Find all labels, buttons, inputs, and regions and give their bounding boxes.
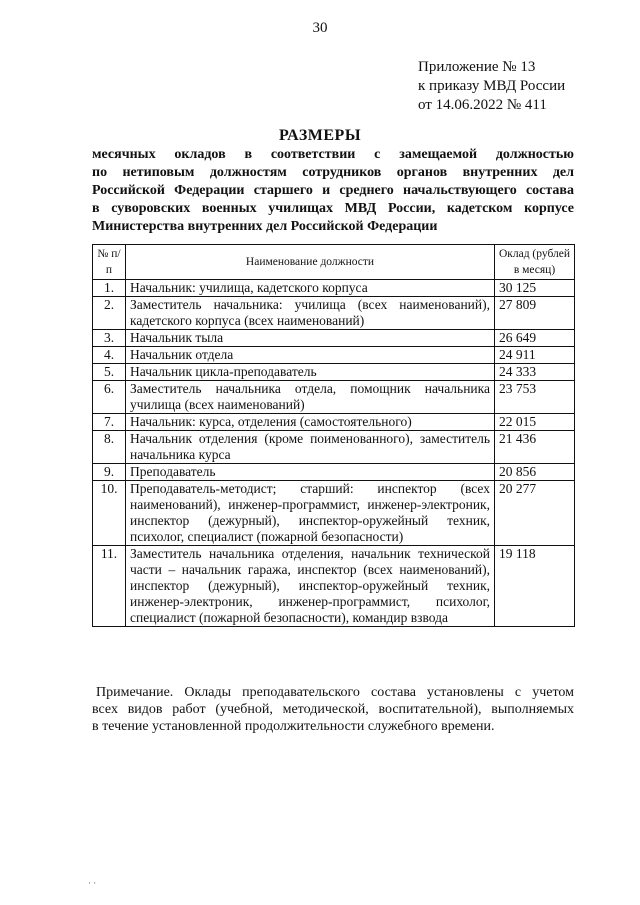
header-position-name: Наименование должности — [126, 245, 495, 280]
header-number: № п/п — [93, 245, 126, 280]
appendix-reference — [418, 58, 565, 115]
row-salary: 20 856 — [495, 464, 575, 481]
footnote-line: Примечание. Оклады преподавательского состава установлены с учетом — [96, 685, 574, 700]
row-position-name: Начальник: курса, отделения (самостоятельного) — [126, 414, 495, 431]
row-salary: 19 118 — [495, 546, 575, 627]
subtitle-line: Министерства внутренних дел Российской Федерации — [92, 219, 438, 234]
subtitle-line: в суворовских военных училищах МВД России, кадетском корпусе — [92, 201, 574, 216]
row-salary: 27 809 — [495, 297, 575, 330]
document-title: РАЗМЕРЫ — [278, 127, 362, 144]
table-row — [93, 330, 575, 347]
subtitle-line: месячных окладов в соответствии с замещаемой должностью — [92, 147, 574, 162]
row-number: 3. — [93, 330, 126, 347]
row-number: 1. — [93, 280, 126, 297]
row-number: 5. — [93, 364, 126, 381]
table-header-row — [93, 245, 575, 280]
row-number: 7. — [93, 414, 126, 431]
table-row — [93, 280, 575, 297]
salary-table — [92, 244, 575, 627]
row-position-name: Начальник цикла-преподаватель — [126, 364, 495, 381]
page-number: 30 — [312, 20, 328, 36]
row-position-name: Начальник тыла — [126, 330, 495, 347]
header-salary: Оклад (рублей в месяц) — [495, 245, 575, 280]
row-number: 10. — [93, 481, 126, 546]
row-number: 11. — [93, 546, 126, 627]
row-salary: 23 753 — [495, 381, 575, 414]
row-salary: 22 015 — [495, 414, 575, 431]
row-position-name: Заместитель начальника отдела, помощник начальника училища (всех наименований) — [126, 381, 495, 414]
appendix-line: к приказу МВД России — [418, 78, 566, 94]
row-salary: 21 436 — [495, 431, 575, 464]
table-row — [93, 364, 575, 381]
row-number: 2. — [93, 297, 126, 330]
row-position-name: Начальник отделения (кроме поименованного), заместитель начальника курса — [126, 431, 495, 464]
row-position-name: Начальник: училища, кадетского корпуса — [126, 280, 495, 297]
subtitle-line: по нетиповым должностям сотрудников органов внутренних дел — [92, 165, 574, 180]
row-position-name: Преподаватель — [126, 464, 495, 481]
appendix-line: Приложение № 13 — [418, 59, 536, 75]
row-position-name: Заместитель начальника отделения, начальник технической части – начальник гаража, инспектор (всех наименований), инспектор (дежурный), инспектор-оружейный техник, инженер-электроник, инженер-программист, психолог, специалист (пожарной безопасности), командир взвода — [126, 546, 495, 627]
subtitle-line: Российской Федерации старшего и среднего начальствующего состава — [92, 183, 574, 198]
row-salary: 24 333 — [495, 364, 575, 381]
row-position-name: Преподаватель-методист; старший: инспектор (всех наименований), инженер-программист, инженер-электроник, инспектор (дежурный), инспектор-оружейный техник, психолог, специалист (пожарной безопасности) — [126, 481, 495, 546]
table-row — [93, 347, 575, 364]
row-salary: 30 125 — [495, 280, 575, 297]
footnote-line: в течение установленной продолжительности служебного времени. — [92, 719, 495, 734]
row-position-name: Начальник отдела — [126, 347, 495, 364]
row-salary: 20 277 — [495, 481, 575, 546]
appendix-line: от 14.06.2022 № 411 — [418, 97, 547, 113]
table-row — [93, 297, 575, 330]
table-row — [93, 414, 575, 431]
row-salary: 24 911 — [495, 347, 575, 364]
footnote — [92, 684, 574, 735]
table-row — [93, 481, 575, 546]
row-number: 9. — [93, 464, 126, 481]
row-position-name: Заместитель начальника: училища (всех наименований), кадетского корпуса (всех наименований) — [126, 297, 495, 330]
scan-specks: · · — [88, 878, 97, 888]
row-number: 4. — [93, 347, 126, 364]
table-row — [93, 464, 575, 481]
table-row — [93, 546, 575, 627]
table-row — [93, 431, 575, 464]
row-number: 8. — [93, 431, 126, 464]
row-number: 6. — [93, 381, 126, 414]
table-row — [93, 381, 575, 414]
footnote-line: всех видов работ (учебной, методической, воспитательной), выполняемых — [92, 702, 574, 717]
document-subtitle — [92, 146, 574, 236]
row-salary: 26 649 — [495, 330, 575, 347]
